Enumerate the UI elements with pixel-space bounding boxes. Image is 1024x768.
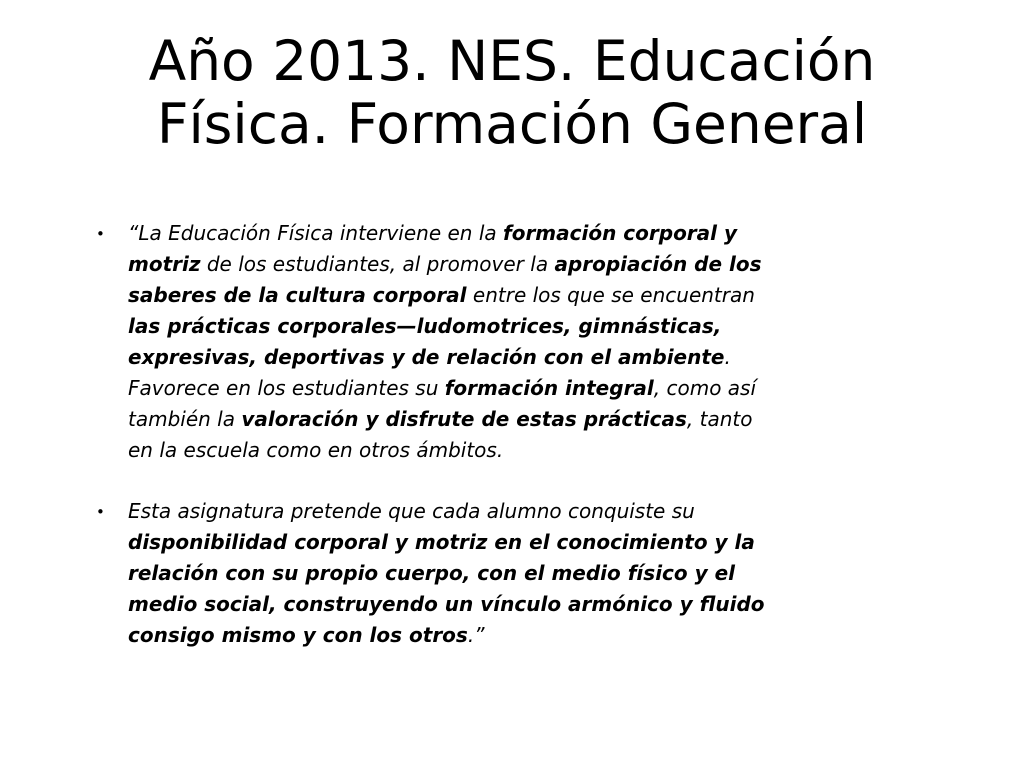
bold-text-run: valoración y disfrute de estas prácticas <box>241 407 687 431</box>
bullet-line <box>128 249 890 280</box>
bullet-line <box>128 620 890 651</box>
bold-text-run: las prácticas corporales—ludomotrices, gimnásticas, <box>128 314 722 338</box>
bullet-dot-icon: • <box>96 225 105 243</box>
text-run: “La Educación Física interviene en la <box>128 221 503 245</box>
text-run: . <box>724 345 731 369</box>
slide-title <box>60 30 964 156</box>
bullet-line <box>128 404 890 435</box>
text-run: Favorece en los estudiantes su <box>128 376 445 400</box>
text-run: .” <box>467 623 485 647</box>
bold-text-run: motriz <box>128 252 201 276</box>
bullet-item <box>90 218 890 466</box>
bold-text-run: disponibilidad corporal y motriz en el conocimiento y la <box>128 530 755 554</box>
text-run: Esta asignatura pretende que cada alumno conquiste su <box>128 499 695 523</box>
bullet-text <box>128 218 890 466</box>
bullet-line <box>128 280 890 311</box>
bullet-line <box>128 527 890 558</box>
bold-text-run: medio social, construyendo un vínculo armónico y fluido <box>128 592 765 616</box>
bullet-list <box>90 218 890 651</box>
bullet-line <box>128 342 890 373</box>
bullet-text <box>128 496 890 651</box>
bold-text-run: expresivas, deportivas y de relación con el ambiente <box>128 345 725 369</box>
text-run: entre los que se encuentran <box>466 283 755 307</box>
bold-text-run: saberes de la cultura corporal <box>128 283 467 307</box>
slide-title-line-2: Física. Formación General <box>156 92 868 156</box>
text-run: , como así <box>653 376 757 400</box>
bullet-line <box>128 589 890 620</box>
bold-text-run: consigo mismo y con los otros <box>128 623 468 647</box>
bullet-line <box>128 496 890 527</box>
bullet-item <box>90 496 890 651</box>
bullet-line <box>128 558 890 589</box>
bullet-line <box>128 435 890 466</box>
text-run: , tanto <box>686 407 753 431</box>
text-run: de los estudiantes, al promover la <box>200 252 555 276</box>
bullet-line <box>128 373 890 404</box>
bold-text-run: relación con su propio cuerpo, con el medio físico y el <box>128 561 736 585</box>
bold-text-run: apropiación de los <box>554 252 762 276</box>
slide-title-line-1: Año 2013. NES. Educación <box>148 29 876 93</box>
bold-text-run: formación corporal y <box>503 221 738 245</box>
bullet-dot-icon: • <box>96 503 105 521</box>
bullet-line <box>128 218 890 249</box>
text-run: en la escuela como en otros ámbitos. <box>128 438 504 462</box>
text-run: también la <box>128 407 242 431</box>
bold-text-run: formación integral <box>444 376 654 400</box>
bullet-line <box>128 311 890 342</box>
